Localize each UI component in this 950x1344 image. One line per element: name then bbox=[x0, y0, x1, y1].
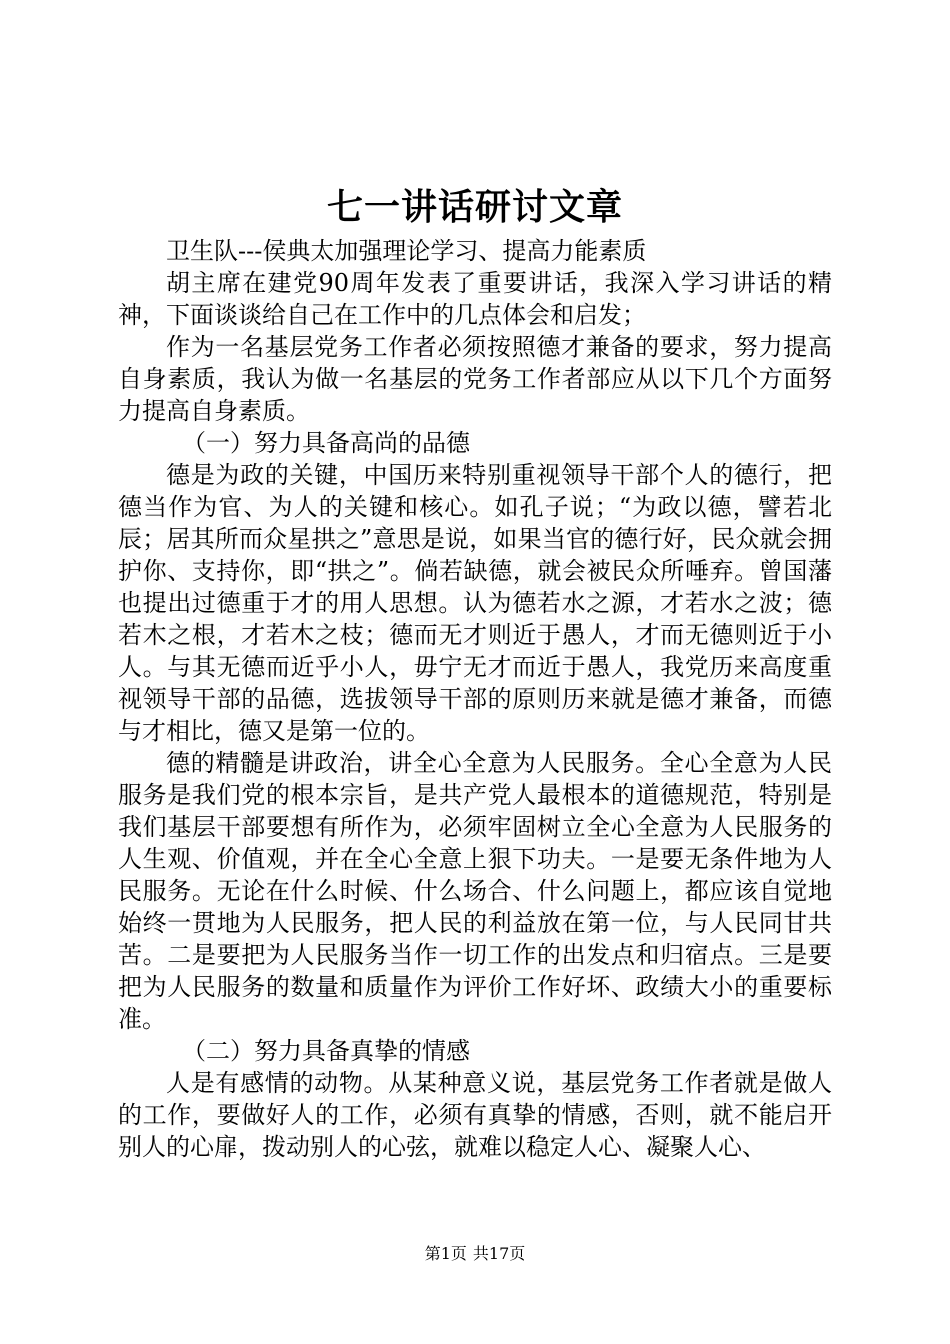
page-footer bbox=[0, 1243, 950, 1265]
page-total: 共17页 bbox=[472, 1244, 526, 1263]
document-title: 七一讲话研讨文章 bbox=[326, 187, 623, 228]
paragraph: 人是有感情的动物。从某种意义说，基层党务工作者就是做人的工作，要做好人的工作，必须有真挚的情感，否则，就不能启开别人的心扉，拨动别人的心弦，就难以稳定人心、凝聚人心、 bbox=[118, 1069, 832, 1161]
section-heading: （二）努力具备真挚的情感 bbox=[182, 1037, 470, 1065]
section-heading: （一）努力具备高尚的品德 bbox=[182, 429, 470, 457]
paragraph: 作为一名基层党务工作者必须按照德才兼备的要求，努力提高自身素质，我认为做一名基层的党务工作者部应从以下几个方面努力提高自身素质。 bbox=[118, 333, 832, 425]
paragraph: 胡主席在建党90周年发表了重要讲话，我深入学习讲话的精神，下面谈谈给自己在工作中的几点体会和启发； bbox=[118, 269, 832, 329]
page-number: 第1页 bbox=[424, 1244, 467, 1263]
document-body bbox=[118, 235, 832, 1163]
paragraph: 卫生队---侯典太加强理论学习、提高力能素质 bbox=[166, 237, 647, 265]
paragraph: 德的精髓是讲政治，讲全心全意为人民服务。全心全意为人民服务是我们党的根本宗旨，是共产党人最根本的道德规范，特别是我们基层干部要想有所作为，必须牢固树立全心全意为人民服务的人生观、价值观，并在全心全意上狠下功夫。一是要无条件地为人民服务。无论在什么时候、什么场合、什么问题上，都应该自觉地始终一贯地为人民服务，把人民的利益放在第一位，与人民同甘共苦。二是要把为人民服务当作一切工作的出发点和归宿点。三是要把为人民服务的数量和质量作为评价工作好坏、政绩大小的重要标准。 bbox=[118, 749, 832, 1033]
paragraph: 德是为政的关键，中国历来特别重视领导干部个人的德行，把德当作为官、为人的关键和核心。如孔子说；“为政以德，譬若北辰；居其所而众星拱之”意思是说，如果当官的德行好，民众就会拥护你、支持你，即“拱之”。倘若缺德，就会被民众所唾弃。曾国藩也提出过德重于才的用人思想。认为德若水之源，才若水之波；德若木之根，才若木之枝；德而无才则近于愚人，才而无德则近于小人。与其无德而近乎小人，毋宁无才而近于愚人，我党历来高度重视领导干部的品德，选拔领导干部的原则历来就是德才兼备，而德与才相比，德又是第一位的。 bbox=[118, 461, 832, 745]
